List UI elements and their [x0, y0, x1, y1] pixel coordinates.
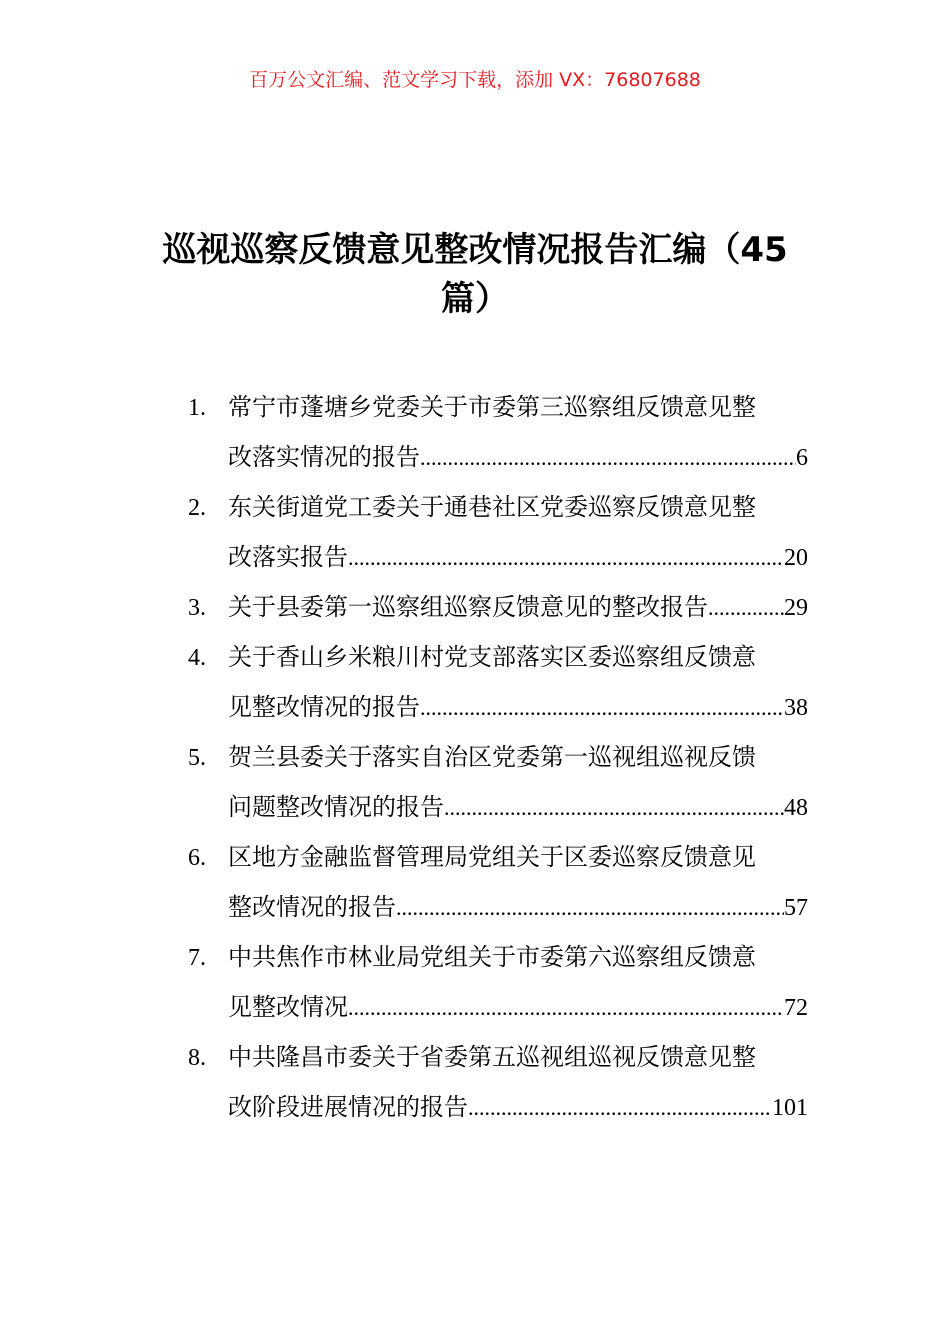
toc-entry-title: 区地方金融监督管理局党组关于区委巡察反馈意见: [228, 843, 756, 871]
toc-entry-title: 关于香山乡米粮川村党支部落实区委巡察组反馈意: [228, 643, 756, 671]
toc-page-number: 57: [784, 895, 808, 921]
toc-entry-title-cont: 见整改情况的报告: [228, 693, 420, 721]
toc-entry[interactable]: [188, 932, 808, 1032]
toc-entry-number: 7.: [188, 945, 206, 971]
toc-entry-title-cont: 见整改情况: [228, 993, 348, 1021]
toc-entry-number: 6.: [188, 845, 206, 871]
toc-entry-title: 常宁市蓬塘乡党委关于市委第三巡察组反馈意见整: [228, 393, 756, 421]
toc-page-number: 48: [784, 795, 808, 821]
toc-leader-dots: [468, 1083, 772, 1133]
toc-entry-title-cont: 改落实情况的报告: [228, 443, 420, 471]
toc-entry[interactable]: [188, 482, 808, 582]
toc-entry-number: 3.: [188, 595, 206, 621]
toc-entry-number: 1.: [188, 395, 206, 421]
toc-leader-dots: [396, 883, 784, 933]
toc-leader-dots: [444, 783, 784, 833]
document-title: [150, 226, 800, 324]
toc-entry[interactable]: [188, 582, 808, 632]
toc-page-number: 29: [784, 595, 808, 621]
header-note: 百万公文汇编、范文学习下载，添加 VX：76807688: [249, 69, 701, 91]
toc-entry-number: 8.: [188, 1045, 206, 1071]
toc-leader-dots: [420, 433, 796, 483]
toc-entry-number: 2.: [188, 495, 206, 521]
title-line-2: 篇）: [441, 279, 509, 319]
toc-entry[interactable]: [188, 1032, 808, 1132]
toc-leader-dots: [708, 583, 784, 633]
toc-entry-title: 贺兰县委关于落实自治区党委第一巡视组巡视反馈: [228, 743, 756, 771]
toc-entry-title: 东关街道党工委关于通巷社区党委巡察反馈意见整: [228, 493, 756, 521]
toc-page-number: 6: [796, 445, 808, 471]
toc-entry-title: 中共隆昌市委关于省委第五巡视组巡视反馈意见整: [228, 1043, 756, 1071]
toc-entry-title-cont: 整改情况的报告: [228, 893, 396, 921]
toc-entry-title: 关于县委第一巡察组巡察反馈意见的整改报告: [228, 593, 708, 621]
toc-page-number: 20: [784, 545, 808, 571]
toc-entry[interactable]: [188, 832, 808, 932]
toc-page-number: 101: [772, 1095, 808, 1121]
toc-leader-dots: [348, 533, 784, 583]
toc-entry-title-cont: 改阶段进展情况的报告: [228, 1093, 468, 1121]
toc-entry[interactable]: [188, 382, 808, 482]
table-of-contents: [188, 382, 808, 1132]
toc-entry[interactable]: [188, 732, 808, 832]
toc-leader-dots: [420, 683, 784, 733]
toc-entry-number: 5.: [188, 745, 206, 771]
toc-entry-title-cont: 改落实报告: [228, 543, 348, 571]
toc-entry-number: 4.: [188, 645, 206, 671]
toc-leader-dots: [348, 983, 784, 1033]
toc-page-number: 38: [784, 695, 808, 721]
toc-entry[interactable]: [188, 632, 808, 732]
toc-page-number: 72: [784, 995, 808, 1021]
toc-entry-title-cont: 问题整改情况的报告: [228, 793, 444, 821]
title-line-1: 巡视巡察反馈意见整改情况报告汇编（45: [162, 230, 788, 270]
toc-entry-title: 中共焦作市林业局党组关于市委第六巡察组反馈意: [228, 943, 756, 971]
